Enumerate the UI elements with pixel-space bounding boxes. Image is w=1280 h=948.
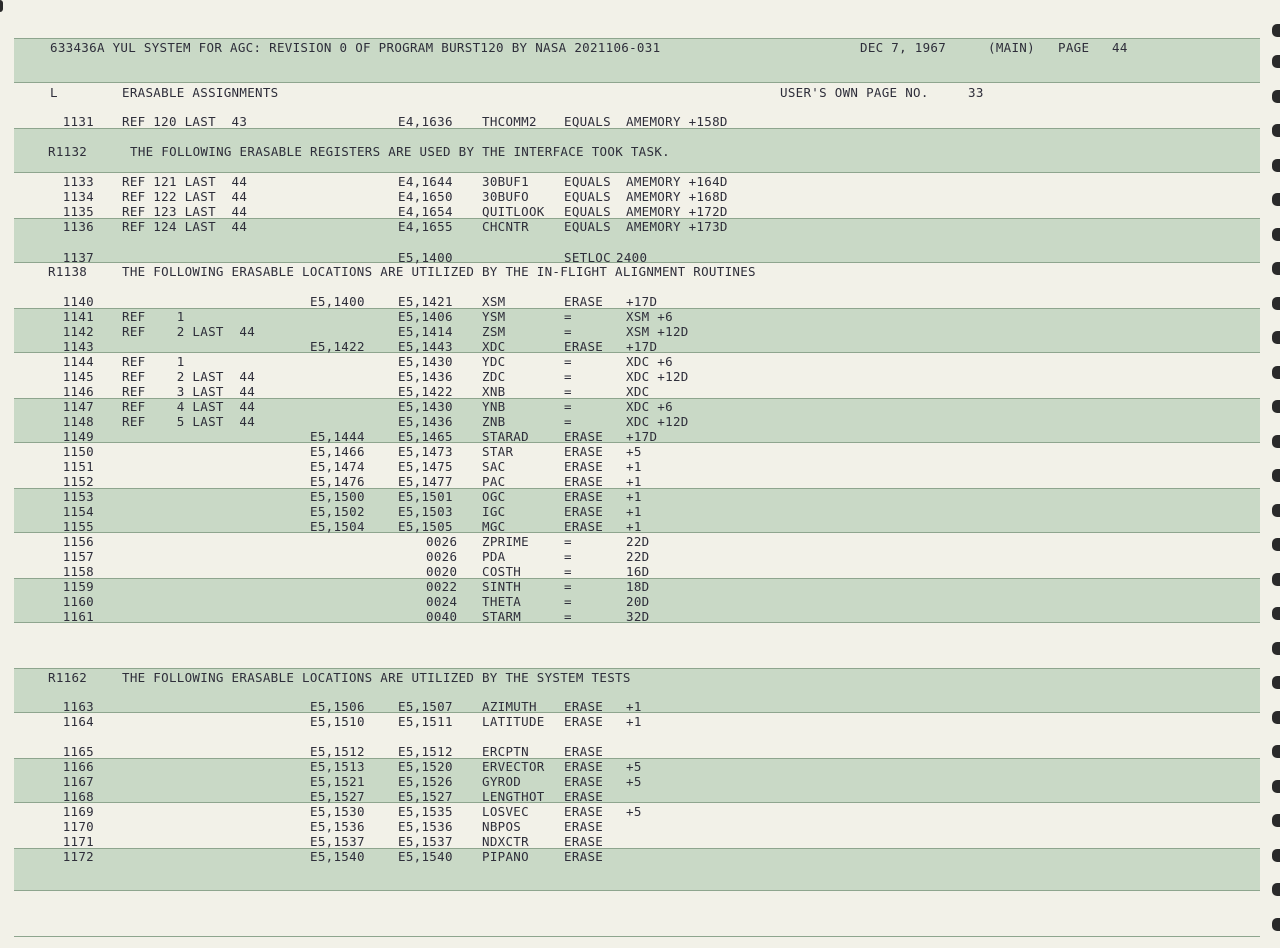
opcode: = (564, 369, 572, 384)
symbol-name: NBPOS (482, 819, 522, 834)
line-number: 1171 (62, 834, 94, 849)
listing-line (0, 789, 1280, 804)
opcode: ERASE (564, 699, 604, 714)
symbol-name: ZNB (482, 414, 506, 429)
symbol-name: OGC (482, 489, 506, 504)
listing-line (0, 189, 1280, 204)
opcode: ERASE (564, 744, 604, 759)
location-field: E5,1510 (310, 714, 365, 729)
line-number: 1157 (62, 549, 94, 564)
ref-field: REF 124 LAST 44 (122, 219, 248, 234)
address-field: E5,1436 (398, 369, 453, 384)
listing-line (0, 459, 1280, 474)
operand: +17D (626, 294, 658, 309)
symbol-name: GYROD (482, 774, 522, 789)
symbol-name: ERVECTOR (482, 759, 545, 774)
header-main: (MAIN) (988, 40, 1035, 55)
operand: XDC +6 (626, 399, 673, 414)
symbol-name: ZDC (482, 369, 506, 384)
listing-line (0, 399, 1280, 414)
header-page-number: 44 (1112, 40, 1128, 55)
listing-line (0, 714, 1280, 729)
opcode: = (564, 384, 572, 399)
opcode: ERASE (564, 429, 604, 444)
address-field: E5,1465 (398, 429, 453, 444)
line-number: 1169 (62, 804, 94, 819)
line-number: R1132 (48, 144, 88, 159)
ref-field: REF 120 LAST 43 (122, 114, 248, 129)
address-field: E5,1520 (398, 759, 453, 774)
listing-line (0, 594, 1280, 609)
listing-line (0, 354, 1280, 369)
operand: 20D (626, 594, 650, 609)
line-number: R1138 (48, 264, 88, 279)
symbol-name: PDA (482, 549, 506, 564)
ref-field: REF 5 LAST 44 (122, 414, 256, 429)
listing-line (0, 174, 1280, 189)
opcode: EQUALS (564, 174, 611, 189)
opcode: EQUALS (564, 204, 611, 219)
opcode: ERASE (564, 294, 604, 309)
operand: 18D (626, 579, 650, 594)
operand: 2400 (616, 250, 648, 265)
symbol-name: YSM (482, 309, 506, 324)
address-field: 0022 (426, 579, 458, 594)
symbol-name: STARAD (482, 429, 529, 444)
symbol-name: QUITLOOK (482, 204, 545, 219)
address-field: E5,1400 (398, 250, 453, 265)
listing-line (0, 204, 1280, 219)
address-field: E5,1501 (398, 489, 453, 504)
opcode: = (564, 564, 572, 579)
line-number: 1147 (62, 399, 94, 414)
ref-field: REF 2 LAST 44 (122, 369, 256, 384)
operand: +17D (626, 429, 658, 444)
line-number: 1140 (62, 294, 94, 309)
line-number: 1141 (62, 309, 94, 324)
symbol-name: PIPANO (482, 849, 529, 864)
line-number: 1166 (62, 759, 94, 774)
listing-line (0, 564, 1280, 579)
operand: 32D (626, 609, 650, 624)
listing-line (0, 699, 1280, 714)
operand: +5 (626, 804, 642, 819)
listing-line (0, 549, 1280, 564)
ref-field: REF 3 LAST 44 (122, 384, 256, 399)
symbol-name: MGC (482, 519, 506, 534)
line-number: 1146 (62, 384, 94, 399)
location-field: E5,1527 (310, 789, 365, 804)
symbol-name: ZPRIME (482, 534, 529, 549)
listing-line (0, 744, 1280, 759)
operand: 16D (626, 564, 650, 579)
line-number: 1163 (62, 699, 94, 714)
operand: +1 (626, 519, 642, 534)
opcode: ERASE (564, 444, 604, 459)
header-title: 633436A YUL SYSTEM FOR AGC: REVISION 0 OF PROGRAM BURST120 BY NASA 2021106-031 (50, 40, 661, 55)
address-field: E5,1535 (398, 804, 453, 819)
symbol-name: SINTH (482, 579, 522, 594)
line-number: 1137 (62, 250, 94, 265)
address-field: E5,1436 (398, 414, 453, 429)
location-field: E5,1521 (310, 774, 365, 789)
operand: +17D (626, 339, 658, 354)
operand: +5 (626, 444, 642, 459)
line-number: 1159 (62, 579, 94, 594)
operand: +1 (626, 489, 642, 504)
address-field: E4,1650 (398, 189, 453, 204)
line-number: 1148 (62, 414, 94, 429)
line-number: 1151 (62, 459, 94, 474)
line-number: 1143 (62, 339, 94, 354)
operand: 22D (626, 534, 650, 549)
listing-line (0, 219, 1280, 234)
location-field: E5,1476 (310, 474, 365, 489)
operand: +1 (626, 714, 642, 729)
operand: XDC +6 (626, 354, 673, 369)
listing-line (0, 519, 1280, 534)
listing-line (0, 294, 1280, 309)
address-field: E5,1430 (398, 399, 453, 414)
ref-field: REF 123 LAST 44 (122, 204, 248, 219)
line-number: 1167 (62, 774, 94, 789)
location-field: E5,1500 (310, 489, 365, 504)
listing-line (0, 670, 1280, 685)
line-number: 1170 (62, 819, 94, 834)
listing-line (0, 849, 1280, 864)
operand: AMEMORY +164D (626, 174, 728, 189)
ref-field: REF 1 (122, 354, 185, 369)
opcode: ERASE (564, 804, 604, 819)
symbol-name: COSTH (482, 564, 522, 579)
symbol-name: ERCPTN (482, 744, 529, 759)
symbol-name: AZIMUTH (482, 699, 537, 714)
address-field: E5,1414 (398, 324, 453, 339)
address-field: 0026 (426, 534, 458, 549)
line-number: 1136 (62, 219, 94, 234)
listing-line (0, 609, 1280, 624)
address-field: E5,1473 (398, 444, 453, 459)
location-field: E5,1530 (310, 804, 365, 819)
address-field: E4,1636 (398, 114, 453, 129)
symbol-name: LATITUDE (482, 714, 545, 729)
users-page-label: USER'S OWN PAGE NO. (780, 85, 929, 100)
location-field: E5,1422 (310, 339, 365, 354)
header-page-label: PAGE (1058, 40, 1090, 55)
address-field: E5,1536 (398, 819, 453, 834)
address-field: E5,1406 (398, 309, 453, 324)
opcode: EQUALS (564, 219, 611, 234)
symbol-name: THETA (482, 594, 522, 609)
opcode: ERASE (564, 789, 604, 804)
listing-line (0, 444, 1280, 459)
address-field: E5,1507 (398, 699, 453, 714)
symbol-name: 30BUFO (482, 189, 529, 204)
remark-text: THE FOLLOWING ERASABLE LOCATIONS ARE UTILIZED BY THE SYSTEM TESTS (122, 670, 631, 685)
operand: +1 (626, 504, 642, 519)
line-number: 1164 (62, 714, 94, 729)
listing-line (0, 384, 1280, 399)
address-field: E5,1505 (398, 519, 453, 534)
remark-text: THE FOLLOWING ERASABLE REGISTERS ARE USED BY THE INTERFACE TOOK TASK. (130, 144, 670, 159)
opcode: ERASE (564, 774, 604, 789)
listing-line (0, 264, 1280, 279)
line-number: 1172 (62, 849, 94, 864)
listing-line (0, 504, 1280, 519)
listing-line (0, 324, 1280, 339)
listing-line (0, 369, 1280, 384)
opcode: = (564, 579, 572, 594)
line-number: 1133 (62, 174, 94, 189)
symbol-name: XNB (482, 384, 506, 399)
line-number: 1152 (62, 474, 94, 489)
operand: +5 (626, 774, 642, 789)
listing-line (0, 414, 1280, 429)
symbol-name: ZSM (482, 324, 506, 339)
location-field: E5,1536 (310, 819, 365, 834)
operand: AMEMORY +173D (626, 219, 728, 234)
opcode: ERASE (564, 339, 604, 354)
opcode: ERASE (564, 459, 604, 474)
location-field: E5,1513 (310, 759, 365, 774)
section-title: ERASABLE ASSIGNMENTS (122, 85, 279, 100)
ref-field: REF 2 LAST 44 (122, 324, 256, 339)
operand: +1 (626, 459, 642, 474)
opcode: = (564, 399, 572, 414)
address-field: 0040 (426, 609, 458, 624)
location-field: E5,1474 (310, 459, 365, 474)
address-field: E5,1430 (398, 354, 453, 369)
symbol-name: LENGTHOT (482, 789, 545, 804)
opcode: ERASE (564, 519, 604, 534)
address-field: E5,1512 (398, 744, 453, 759)
location-field: E5,1444 (310, 429, 365, 444)
line-number: 1149 (62, 429, 94, 444)
operand: +1 (626, 474, 642, 489)
listing-line (0, 339, 1280, 354)
opcode: = (564, 549, 572, 564)
line-number: 1168 (62, 789, 94, 804)
address-field: E5,1511 (398, 714, 453, 729)
opcode: = (564, 324, 572, 339)
listing-line (0, 114, 1280, 129)
users-page-number: 33 (968, 85, 984, 100)
listing-line (0, 774, 1280, 789)
symbol-name: CHCNTR (482, 219, 529, 234)
location-field: E5,1537 (310, 834, 365, 849)
location-field: E5,1506 (310, 699, 365, 714)
opcode: ERASE (564, 504, 604, 519)
location-field: E5,1512 (310, 744, 365, 759)
ref-field: REF 121 LAST 44 (122, 174, 248, 189)
location-field: E5,1504 (310, 519, 365, 534)
operand: XSM +12D (626, 324, 689, 339)
listing-line (0, 819, 1280, 834)
symbol-name: NDXCTR (482, 834, 529, 849)
line-number: 1131 (62, 114, 94, 129)
operand: XDC +12D (626, 414, 689, 429)
symbol-name: XDC (482, 339, 506, 354)
operand: 22D (626, 549, 650, 564)
opcode: EQUALS (564, 189, 611, 204)
listing-line (0, 834, 1280, 849)
listing-line (0, 804, 1280, 819)
operand: AMEMORY +172D (626, 204, 728, 219)
opcode: = (564, 354, 572, 369)
line-number: 1156 (62, 534, 94, 549)
opcode: = (564, 609, 572, 624)
opcode: = (564, 414, 572, 429)
address-field: E5,1540 (398, 849, 453, 864)
line-number: 1160 (62, 594, 94, 609)
line-number: 1165 (62, 744, 94, 759)
symbol-name: IGC (482, 504, 506, 519)
operand: XSM +6 (626, 309, 673, 324)
opcode: = (564, 534, 572, 549)
header-date: DEC 7, 1967 (860, 40, 947, 55)
operand: +1 (626, 699, 642, 714)
symbol-name: LOSVEC (482, 804, 529, 819)
location-field: E5,1540 (310, 849, 365, 864)
symbol-name: STARM (482, 609, 522, 624)
address-field: E4,1644 (398, 174, 453, 189)
listing-line (0, 429, 1280, 444)
address-field: E4,1655 (398, 219, 453, 234)
opcode: = (564, 309, 572, 324)
ref-field: REF 122 LAST 44 (122, 189, 248, 204)
listing-line (0, 309, 1280, 324)
line-number: 1153 (62, 489, 94, 504)
address-field: E5,1527 (398, 789, 453, 804)
opcode: SETLOC (564, 250, 611, 265)
line-number: 1150 (62, 444, 94, 459)
symbol-name: STAR (482, 444, 514, 459)
line-number: R1162 (48, 670, 88, 685)
symbol-name: 30BUF1 (482, 174, 529, 189)
address-field: E5,1475 (398, 459, 453, 474)
ref-field: REF 1 (122, 309, 185, 324)
ref-field: REF 4 LAST 44 (122, 399, 256, 414)
line-number: 1145 (62, 369, 94, 384)
opcode: ERASE (564, 714, 604, 729)
address-field: E5,1477 (398, 474, 453, 489)
line-number: 1142 (62, 324, 94, 339)
location-field: E5,1502 (310, 504, 365, 519)
opcode: ERASE (564, 819, 604, 834)
listing-line (0, 474, 1280, 489)
address-field: 0020 (426, 564, 458, 579)
address-field: 0026 (426, 549, 458, 564)
line-number: 1161 (62, 609, 94, 624)
symbol-name: YDC (482, 354, 506, 369)
line-number: 1158 (62, 564, 94, 579)
line-number: 1144 (62, 354, 94, 369)
operand: AMEMORY +168D (626, 189, 728, 204)
listing-line (0, 250, 1280, 265)
listing-line (0, 759, 1280, 774)
operand: AMEMORY +158D (626, 114, 728, 129)
address-field: E5,1421 (398, 294, 453, 309)
opcode: ERASE (564, 834, 604, 849)
opcode: = (564, 594, 572, 609)
operand: +5 (626, 759, 642, 774)
listing-line (0, 144, 1280, 159)
address-field: E5,1503 (398, 504, 453, 519)
line-number: 1135 (62, 204, 94, 219)
line-number: 1154 (62, 504, 94, 519)
location-field: E5,1400 (310, 294, 365, 309)
section-code: L (50, 85, 58, 100)
symbol-name: XSM (482, 294, 506, 309)
address-field: E5,1537 (398, 834, 453, 849)
operand: XDC (626, 384, 650, 399)
symbol-name: SAC (482, 459, 506, 474)
remark-text: THE FOLLOWING ERASABLE LOCATIONS ARE UTILIZED BY THE IN-FLIGHT ALIGNMENT ROUTINES (122, 264, 756, 279)
symbol-name: PAC (482, 474, 506, 489)
location-field: E5,1466 (310, 444, 365, 459)
opcode: EQUALS (564, 114, 611, 129)
opcode: ERASE (564, 474, 604, 489)
opcode: ERASE (564, 849, 604, 864)
opcode: ERASE (564, 489, 604, 504)
line-number: 1155 (62, 519, 94, 534)
symbol-name: YNB (482, 399, 506, 414)
symbol-name: THCOMM2 (482, 114, 537, 129)
address-field: 0024 (426, 594, 458, 609)
address-field: E5,1443 (398, 339, 453, 354)
address-field: E5,1422 (398, 384, 453, 399)
operand: XDC +12D (626, 369, 689, 384)
address-field: E4,1654 (398, 204, 453, 219)
address-field: E5,1526 (398, 774, 453, 789)
listing-line (0, 489, 1280, 504)
listing-line (0, 579, 1280, 594)
line-number: 1134 (62, 189, 94, 204)
listing-line (0, 534, 1280, 549)
opcode: ERASE (564, 759, 604, 774)
